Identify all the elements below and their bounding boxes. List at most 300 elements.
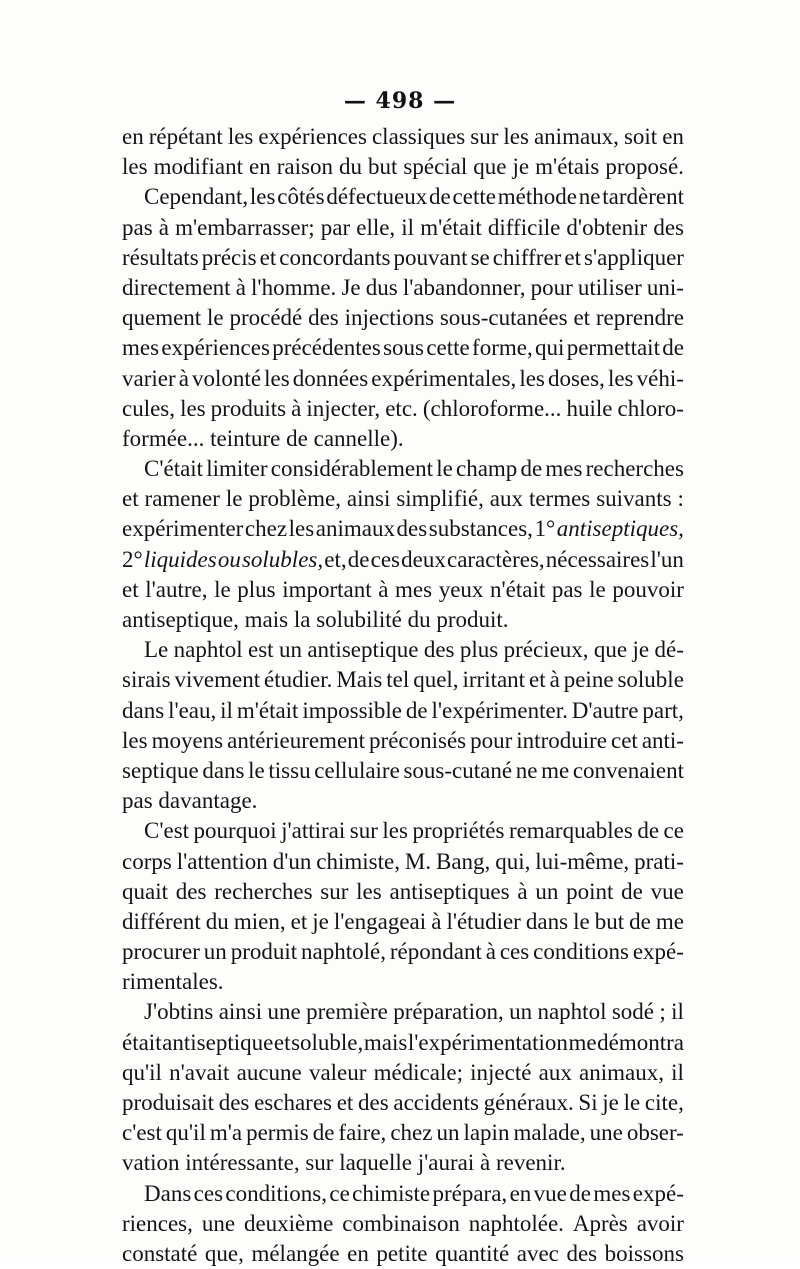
word: solubles,: [241, 546, 324, 572]
word: mélangée: [251, 1240, 340, 1266]
word: substances,: [428, 516, 533, 542]
word: permis: [246, 1120, 309, 1146]
text-line: [122, 1179, 684, 1209]
word: antiseptique: [307, 637, 419, 663]
word: sirais: [122, 667, 171, 693]
word: à: [480, 1150, 491, 1176]
word: plus: [459, 637, 499, 663]
word: je: [312, 908, 329, 934]
word: quement: [122, 305, 202, 331]
word: sous-cutanées: [439, 305, 568, 331]
page-number: — 498 —: [343, 88, 457, 114]
word: m'étais: [535, 154, 600, 180]
word: les: [122, 727, 148, 753]
word: difficile: [487, 214, 561, 240]
word: directement: [122, 274, 231, 300]
word: termes: [528, 486, 591, 512]
text-line: [122, 907, 684, 937]
word: varier: [122, 365, 176, 391]
word: procédé: [229, 305, 303, 331]
word: sous: [383, 335, 424, 361]
word: vivement: [174, 667, 261, 693]
word: et: [122, 576, 139, 602]
word: sur: [470, 124, 499, 149]
word: j'attirai: [281, 818, 346, 844]
word: aux: [538, 1059, 572, 1085]
word: pas: [122, 214, 153, 240]
word: classiques: [371, 124, 466, 149]
word: antiseptiques: [389, 878, 510, 904]
text-line: [122, 756, 684, 786]
text-line: [122, 967, 684, 997]
word: chimiste,: [316, 848, 400, 874]
word: problème,: [248, 486, 341, 512]
word: procurer: [122, 939, 200, 965]
word: mais: [363, 1029, 408, 1055]
text-line: [122, 484, 684, 514]
word: première: [306, 999, 388, 1025]
word: impossible: [302, 697, 403, 723]
word: défectueux: [326, 184, 428, 210]
word: méthode: [497, 184, 577, 210]
text-line: [122, 847, 684, 877]
word: à: [291, 395, 302, 421]
word: M.: [404, 848, 432, 874]
word: dans: [122, 697, 165, 723]
word: de: [405, 697, 428, 723]
word: à: [517, 878, 528, 904]
word: utiliser: [577, 274, 642, 300]
word: me: [568, 1029, 597, 1055]
word: résultats: [122, 244, 199, 270]
word: expériences: [161, 335, 270, 361]
word: c'est: [122, 1120, 162, 1146]
word: cannelle).: [313, 425, 404, 451]
word: de: [629, 908, 651, 934]
word: de: [662, 335, 684, 361]
word: ou: [217, 546, 241, 572]
word: de: [286, 425, 308, 451]
word: ces: [370, 546, 400, 572]
word: m'embarrasser;: [175, 214, 315, 240]
word: est: [248, 637, 274, 663]
word: ramener: [144, 486, 220, 512]
word: côtés: [277, 184, 325, 210]
body-text: [122, 122, 684, 1269]
word: produits: [210, 395, 287, 421]
word: des: [423, 637, 455, 663]
word: corps: [122, 848, 172, 874]
word: ainsi: [346, 486, 391, 512]
word: pouvoir: [612, 576, 684, 602]
word: solubilité: [316, 607, 402, 632]
text-line: [122, 635, 684, 665]
word: l'autre,: [145, 576, 208, 602]
word: :: [677, 486, 684, 512]
word: Cependant,: [144, 184, 249, 210]
word: ce: [329, 1180, 350, 1206]
word: considérablement: [270, 456, 433, 482]
word: l'eau,: [168, 697, 217, 723]
text-line: [122, 997, 684, 1027]
word: répondant: [389, 939, 482, 965]
word: en: [249, 154, 271, 180]
word: permettait: [566, 335, 660, 361]
word: deuxième: [243, 1210, 334, 1236]
word: mais: [244, 607, 289, 632]
word: des: [175, 878, 207, 904]
word: 2°: [122, 546, 143, 572]
word: teinture: [210, 425, 281, 451]
word: m'a: [209, 1120, 243, 1146]
word: il: [220, 697, 233, 723]
word: précieux,: [503, 637, 589, 663]
word: dans: [202, 757, 245, 783]
word: produit: [230, 939, 298, 965]
word: l'un: [650, 546, 684, 572]
word: je: [632, 637, 650, 663]
word: et: [573, 305, 591, 331]
word: recherches: [214, 878, 313, 904]
word: je: [512, 154, 530, 180]
word: me: [541, 757, 570, 783]
word: caractères,: [446, 546, 545, 572]
word: liquides: [143, 546, 217, 572]
word: prépara,: [432, 1180, 508, 1206]
word: et,: [324, 546, 347, 572]
word: naphtolé,: [301, 939, 386, 965]
word: les: [356, 878, 382, 904]
word: les: [264, 365, 290, 391]
word: le: [248, 757, 265, 783]
word: antiseptique: [162, 1029, 274, 1055]
word: différent: [122, 908, 201, 934]
word: vation: [122, 1150, 180, 1176]
word: les: [519, 365, 545, 391]
word: ces: [193, 1180, 224, 1206]
word: et: [336, 1090, 354, 1115]
word: n'avait: [169, 1059, 230, 1085]
text-line: [122, 1088, 684, 1118]
word: plus: [237, 576, 276, 602]
word: les: [503, 124, 529, 149]
word: l'abandonner,: [402, 274, 526, 300]
text-line: [122, 786, 684, 816]
word: et: [529, 667, 546, 693]
word: démontra: [597, 1029, 684, 1055]
text-line: [122, 243, 684, 273]
word: point: [566, 878, 614, 904]
word: ce: [663, 818, 684, 844]
word: D'autre: [571, 697, 639, 723]
word: une: [267, 999, 301, 1025]
word: chloro-: [617, 395, 684, 421]
word: du: [339, 154, 362, 180]
word: à: [178, 365, 189, 391]
word: d'obtenir: [566, 214, 648, 240]
word: il: [401, 214, 415, 240]
word: préparation,: [393, 999, 504, 1025]
word: 1°: [534, 516, 556, 542]
word: à: [378, 576, 389, 602]
word: forme,: [472, 335, 533, 361]
word: en: [662, 124, 684, 149]
word: produisait: [122, 1090, 214, 1115]
text-line: [122, 333, 684, 363]
word: part,: [642, 697, 684, 723]
word: ne: [515, 757, 538, 783]
word: malade,: [513, 1120, 586, 1146]
word: sur: [305, 1150, 334, 1176]
word: cet: [611, 727, 638, 753]
word: les: [288, 516, 315, 542]
word: concordants: [279, 244, 391, 270]
word: Mais: [336, 667, 383, 693]
word: lapin: [463, 1120, 510, 1146]
word: ne: [578, 184, 601, 210]
word: raison: [276, 154, 333, 180]
word: injecter,: [306, 395, 381, 421]
word: mien,: [233, 908, 286, 934]
word: mes: [122, 335, 160, 361]
word: les: [607, 365, 634, 391]
word: reprendre: [595, 305, 684, 331]
word: moyens: [151, 727, 224, 753]
word: expé-: [632, 1180, 684, 1206]
word: mes: [395, 576, 433, 602]
word: Si: [578, 1090, 598, 1115]
word: sodé: [611, 999, 655, 1025]
text-line: [122, 394, 684, 424]
text-line: [122, 545, 684, 575]
word: animaux,: [533, 124, 619, 149]
word: de: [312, 1120, 335, 1146]
word: véhi-: [636, 365, 684, 391]
word: huile: [566, 395, 613, 421]
word: rimentales.: [122, 969, 224, 995]
word: à: [158, 214, 169, 240]
word: du: [407, 607, 431, 632]
word: volonté: [192, 365, 262, 391]
word: sous-cutané: [403, 757, 513, 783]
word: étudier.: [264, 667, 333, 693]
text-line: [122, 1028, 684, 1058]
word: des: [218, 1090, 250, 1115]
word: de: [347, 546, 370, 572]
word: Je: [341, 274, 361, 300]
word: chiffrer: [492, 244, 562, 270]
word: préconisés: [369, 727, 467, 753]
word: expérimenter: [122, 516, 244, 542]
word: boissons: [604, 1240, 684, 1266]
word: j'aurai: [417, 1150, 475, 1176]
word: prati-: [634, 848, 684, 874]
word: en: [122, 124, 144, 149]
word: je: [602, 1090, 619, 1115]
word: cite,: [644, 1090, 684, 1115]
word: répétant: [148, 124, 223, 149]
word: spécial: [403, 154, 468, 180]
word: généraux.: [483, 1090, 574, 1115]
word: limiter: [206, 456, 268, 482]
word: expérimentales,: [371, 365, 517, 391]
word: yeux: [438, 576, 484, 602]
word: des: [308, 305, 339, 331]
word: l'étudier: [446, 908, 521, 934]
word: de: [621, 878, 643, 904]
word: soluble,: [291, 1029, 364, 1055]
word: une: [589, 1120, 623, 1146]
word: le: [623, 1090, 641, 1115]
word: elle,: [356, 214, 396, 240]
word: tissu: [268, 757, 311, 783]
word: tardèrent: [602, 184, 684, 210]
text-line: [122, 665, 684, 695]
text-line: [122, 1209, 684, 1239]
word: que,: [204, 1240, 244, 1266]
word: chez: [244, 516, 288, 542]
word: un: [203, 939, 227, 965]
word: valeur: [308, 1059, 367, 1085]
word: les: [382, 818, 408, 844]
word: un: [278, 637, 302, 663]
word: le: [436, 456, 453, 482]
word: était: [122, 1029, 162, 1055]
word: le: [207, 305, 224, 331]
text-line: [122, 1239, 684, 1269]
word: l'attention: [176, 848, 268, 874]
word: peine: [563, 667, 614, 693]
word: doses,: [547, 365, 605, 391]
word: qu'il: [122, 1059, 162, 1085]
word: ces: [499, 939, 530, 965]
word: soluble: [617, 667, 684, 693]
text-line: [122, 1148, 684, 1178]
word: anti-: [641, 727, 684, 753]
word: antiseptiques,: [556, 516, 684, 542]
word: cules,: [122, 395, 176, 421]
word: but: [368, 154, 398, 180]
word: injections: [344, 305, 435, 331]
word: animaux,: [579, 1059, 664, 1085]
word: chimiste: [352, 1180, 431, 1206]
word: données: [292, 365, 369, 391]
text-line: [122, 1118, 684, 1148]
word: C'était: [144, 456, 204, 482]
word: deux: [401, 546, 446, 572]
word: pour: [470, 727, 513, 753]
word: un: [535, 878, 559, 904]
text-line: [122, 696, 684, 726]
word: et: [122, 486, 139, 512]
word: pas: [122, 788, 153, 814]
word: cette: [452, 184, 496, 210]
word: à: [431, 908, 442, 934]
text-line: [122, 816, 684, 846]
word: les: [249, 184, 276, 210]
word: m'était: [420, 214, 482, 240]
word: en: [347, 1240, 369, 1266]
text-line: [122, 514, 684, 544]
word: introduire: [516, 727, 607, 753]
word: avoir: [636, 1210, 684, 1236]
word: de: [637, 818, 660, 844]
word: vue: [650, 878, 684, 904]
word: quantité: [435, 1240, 510, 1266]
text-line: [122, 605, 684, 635]
text-line: [122, 1058, 684, 1088]
word: proposé.: [605, 154, 684, 180]
word: les: [122, 154, 148, 180]
word: convenaient: [572, 757, 684, 783]
text-line: [122, 364, 684, 394]
word: avec: [516, 1240, 559, 1266]
word: expériences: [258, 124, 367, 149]
word: chez: [390, 1120, 433, 1146]
text-line: [122, 726, 684, 756]
text-line: [122, 152, 684, 182]
word: combinaison: [342, 1210, 460, 1236]
word: recherches: [585, 456, 684, 482]
word: et: [273, 1029, 291, 1055]
text-line: [122, 122, 684, 152]
word: une: [201, 1210, 236, 1236]
word: antérieurement: [227, 727, 366, 753]
word: remarquables: [508, 818, 633, 844]
text-line: [122, 937, 684, 967]
word: Après: [572, 1210, 628, 1236]
text-line: [122, 273, 684, 303]
word: l'expérimentation: [407, 1029, 568, 1055]
word: et: [290, 908, 308, 934]
word: Le: [144, 637, 169, 663]
word: pas: [551, 576, 583, 602]
word: l'homme.: [251, 274, 337, 300]
word: faire,: [338, 1120, 387, 1146]
word: naphtol: [537, 999, 607, 1025]
text-line: [122, 877, 684, 907]
word: se: [470, 244, 490, 270]
word: simplifié,: [396, 486, 484, 512]
word: important: [282, 576, 372, 602]
word: dé-: [654, 637, 684, 663]
word: m'était: [236, 697, 299, 723]
word: précis: [201, 244, 257, 270]
text-line: [122, 454, 684, 484]
word: expé-: [632, 939, 684, 965]
word: l'engageai: [333, 908, 427, 934]
word: conditions: [533, 939, 629, 965]
word: revenir.: [495, 1150, 566, 1176]
word: conditions,: [225, 1180, 327, 1206]
word: sur: [320, 878, 349, 904]
word: des: [566, 1240, 598, 1266]
word: le: [573, 908, 590, 934]
word: un: [509, 999, 533, 1025]
word: modifiant: [153, 154, 244, 180]
word: qui: [535, 335, 565, 361]
word: obser-: [626, 1120, 684, 1146]
word: le: [225, 486, 243, 512]
word: dus: [365, 274, 398, 300]
word: pouvant: [393, 244, 468, 270]
word: lui-même,: [535, 848, 630, 874]
word: n'était: [490, 576, 546, 602]
word: que: [593, 637, 628, 663]
word: du: [205, 908, 229, 934]
word: eschares: [254, 1090, 332, 1115]
word: d'un: [272, 848, 312, 874]
